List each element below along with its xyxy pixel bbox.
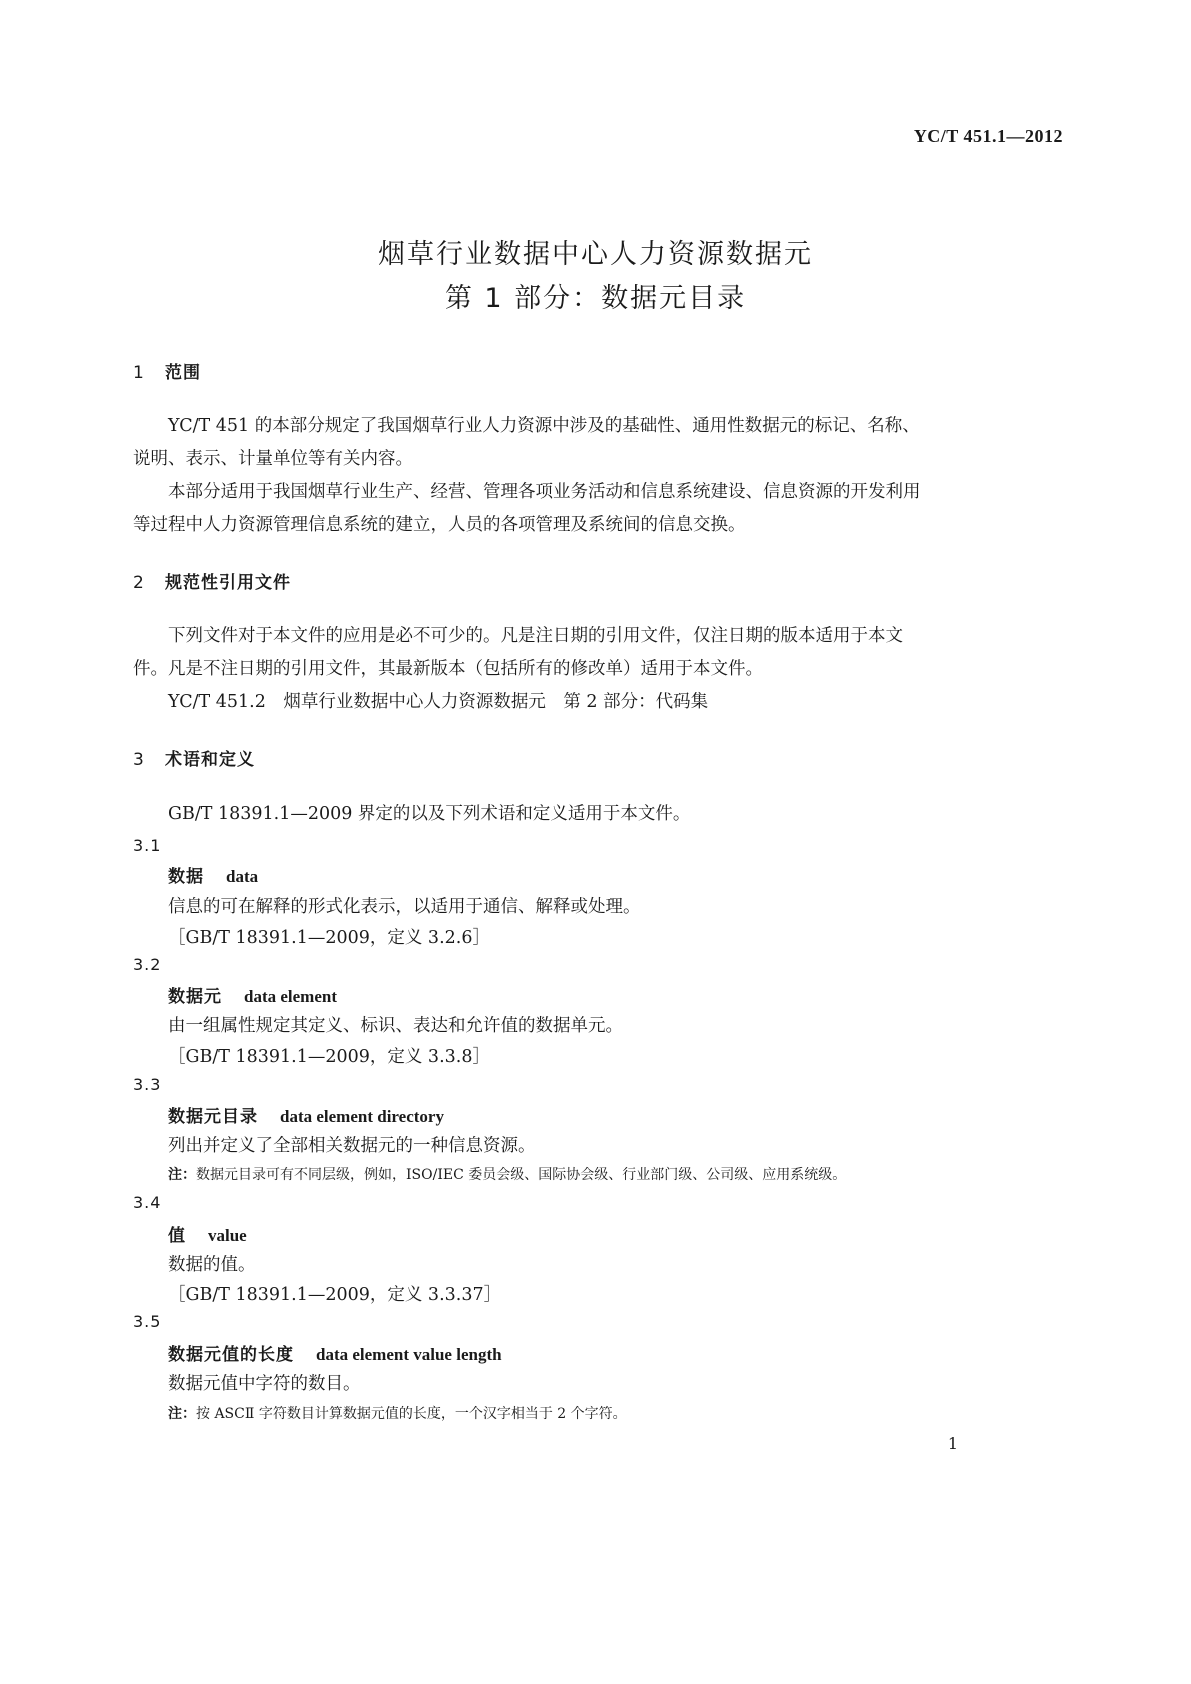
normative-paragraph-line1: 下列文件对于本文件的应用是必不可少的。凡是注日期的引用文件，仅注日期的版本适用于本文 [168, 626, 903, 646]
section-title: 规范性引用文件 [165, 573, 291, 593]
clause-number: 3.2 [133, 955, 162, 974]
section-2-heading [133, 568, 291, 593]
term-definition: 列出并定义了全部相关数据元的一种信息资源。 [168, 1136, 536, 1156]
section-3-heading [133, 745, 255, 770]
scope-paragraph-1-line2: 说明、表示、计量单位等有关内容。 [133, 449, 413, 469]
page-number: 1 [947, 1434, 958, 1453]
term-chinese: 数据 [168, 867, 204, 887]
document-title-line1: 烟草行业数据中心人力资源数据元 [378, 239, 813, 270]
section-1-heading [133, 358, 201, 383]
scope-paragraph-2-line2: 等过程中人力资源管理信息系统的建立，人员的各项管理及系统间的信息交换。 [133, 515, 746, 535]
term-entry [168, 1102, 444, 1127]
clause-number: 3.1 [133, 836, 162, 855]
clause-number: 3.3 [133, 1075, 162, 1094]
term-chinese: 数据元值的长度 [168, 1345, 294, 1365]
term-english: data [226, 867, 259, 886]
normative-reference: YC/T 451.2 烟草行业数据中心人力资源数据元 第 2 部分：代码集 [168, 692, 709, 712]
term-entry [168, 862, 258, 887]
note-text: 按 ASCⅡ 字符数目计算数据元值的长度，一个汉字相当于 2 个字符。 [196, 1406, 627, 1422]
section-number: 3 [133, 750, 145, 770]
section-number: 2 [133, 573, 145, 593]
term-definition: 信息的可在解释的形式化表示，以适用于通信、解释或处理。 [168, 897, 641, 917]
clause-number: 3.4 [133, 1193, 162, 1212]
section-number: 1 [133, 363, 145, 383]
term-note [168, 1164, 846, 1184]
term-definition: 数据的值。 [168, 1255, 256, 1275]
term-chinese: 数据元 [168, 987, 222, 1007]
term-entry [168, 982, 337, 1007]
term-english: value [208, 1226, 247, 1245]
term-english: data element value length [316, 1345, 502, 1364]
term-entry [168, 1340, 502, 1365]
term-definition: 数据元值中字符的数目。 [168, 1374, 361, 1394]
note-text: 数据元目录可有不同层级，例如，ISO/IEC 委员会级、国际协会级、行业部门级、公司级、应用系统级。 [196, 1167, 847, 1183]
term-source: ［GB/T 18391.1—2009，定义 3.2.6］ [168, 928, 490, 948]
section-title: 术语和定义 [165, 750, 255, 770]
term-note [168, 1403, 627, 1423]
term-source: ［GB/T 18391.1—2009，定义 3.3.8］ [168, 1047, 490, 1067]
term-source: ［GB/T 18391.1—2009，定义 3.3.37］ [168, 1285, 502, 1305]
document-title-line2: 第 1 部分：数据元目录 [444, 283, 747, 314]
clause-number: 3.5 [133, 1312, 162, 1331]
normative-paragraph-line2: 件。凡是不注日期的引用文件，其最新版本（包括所有的修改单）适用于本文件。 [133, 659, 763, 679]
standard-code: YC/T 451.1—2012 [913, 126, 1063, 146]
note-label: 注： [168, 1167, 196, 1183]
scope-paragraph-2-line1: 本部分适用于我国烟草行业生产、经营、管理各项业务活动和信息系统建设、信息资源的开发利用 [168, 482, 921, 502]
term-chinese: 数据元目录 [168, 1107, 258, 1127]
term-english: data element [244, 987, 338, 1006]
term-entry [168, 1221, 247, 1246]
scope-paragraph-1-line1: YC/T 451 的本部分规定了我国烟草行业人力资源中涉及的基础性、通用性数据元的标记、名称、 [168, 416, 920, 436]
term-definition: 由一组属性规定其定义、标识、表达和允许值的数据单元。 [168, 1016, 623, 1036]
note-label: 注： [168, 1406, 196, 1422]
terms-intro: GB/T 18391.1—2009 界定的以及下列术语和定义适用于本文件。 [168, 804, 691, 824]
term-english: data element directory [280, 1107, 444, 1126]
section-title: 范围 [165, 363, 201, 383]
term-chinese: 值 [168, 1226, 186, 1246]
